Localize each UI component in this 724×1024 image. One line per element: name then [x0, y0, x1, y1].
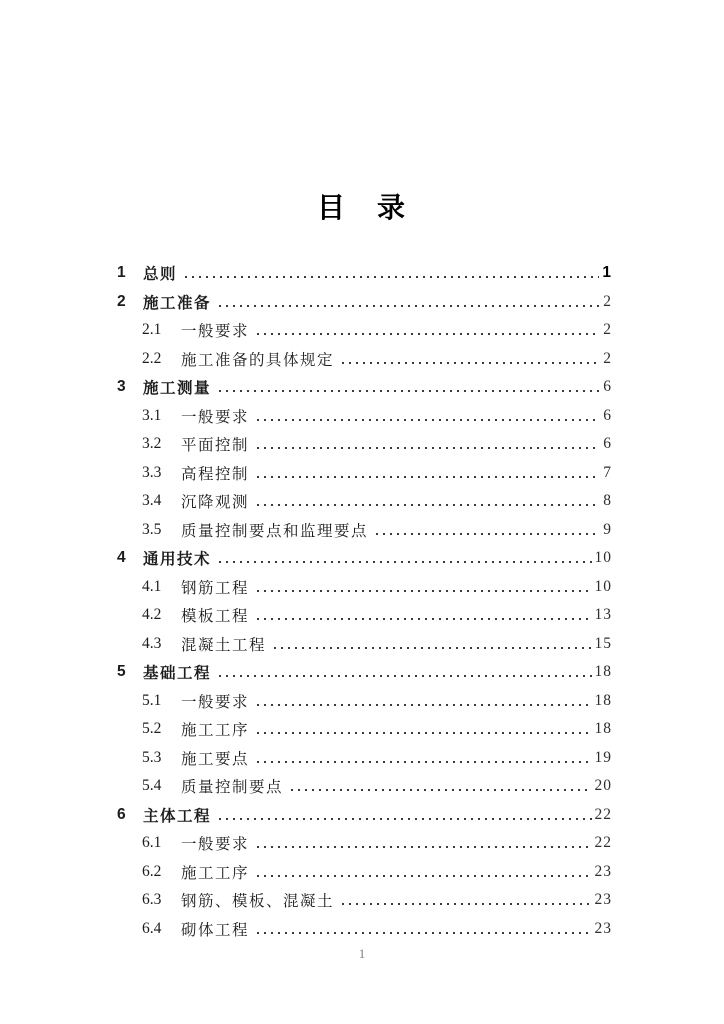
toc-entry	[117, 886, 612, 915]
toc-entry-label: 施工准备的具体规定	[181, 351, 335, 369]
dot-leader	[219, 818, 591, 820]
dot-leader	[219, 561, 591, 563]
dot-leader	[257, 704, 591, 706]
dot-leader	[257, 419, 600, 421]
page-number-footer: 1	[358, 946, 366, 961]
toc-entry-label: 砌体工程	[181, 921, 250, 939]
toc-entry	[117, 516, 612, 545]
dot-leader	[257, 846, 591, 848]
toc-entry-page: 20	[594, 777, 612, 795]
toc-entry-number: 5.2	[142, 720, 162, 738]
toc-entry-label: 质量控制要点和监理要点	[181, 522, 369, 540]
toc-entry-label: 主体工程	[143, 807, 212, 825]
toc-entry-number: 1	[117, 264, 126, 282]
toc-entry-page: 15	[594, 634, 612, 652]
toc-list	[117, 259, 612, 943]
dot-leader	[257, 504, 600, 506]
toc-entry-page: 19	[594, 748, 612, 766]
toc-entry-label: 钢筋工程	[181, 579, 250, 597]
toc-entry-label: 钢筋、模板、混凝土	[181, 893, 335, 911]
toc-entry-number: 3.4	[142, 492, 162, 510]
toc-entry	[117, 715, 612, 744]
dot-leader	[257, 447, 600, 449]
toc-entry	[117, 345, 612, 374]
toc-entry	[117, 487, 612, 516]
toc-entry-page: 6	[603, 406, 612, 424]
dot-leader	[274, 647, 591, 649]
dot-leader	[257, 932, 591, 934]
toc-entry-number: 6	[117, 805, 126, 823]
toc-entry-number: 2	[117, 292, 126, 310]
toc-entry-page: 23	[594, 891, 612, 909]
dot-leader	[376, 533, 600, 535]
toc-entry	[117, 459, 612, 488]
dot-leader	[185, 276, 599, 278]
toc-entry	[117, 915, 612, 944]
dot-leader	[257, 476, 600, 478]
toc-entry-number: 4	[117, 549, 126, 567]
toc-entry	[117, 259, 612, 288]
toc-entry-page: 6	[603, 435, 612, 453]
toc-entry	[117, 402, 612, 431]
toc-entry	[117, 630, 612, 659]
toc-entry-page: 7	[603, 463, 612, 481]
toc-entry	[117, 573, 612, 602]
toc-entry-page: 13	[594, 606, 612, 624]
toc-entry-page: 22	[594, 834, 612, 852]
toc-entry-number: 2.2	[142, 349, 162, 367]
toc-entry-label: 通用技术	[143, 551, 212, 569]
toc-entry	[117, 858, 612, 887]
toc-entry-page: 23	[594, 919, 612, 937]
toc-entry-label: 施工工序	[181, 864, 250, 882]
toc-entry-page: 10	[594, 577, 612, 595]
toc-entry-number: 4.2	[142, 606, 162, 624]
toc-entry-label: 施工工序	[181, 722, 250, 740]
toc-entry-label: 施工要点	[181, 750, 250, 768]
toc-entry	[117, 658, 612, 687]
toc-entry-number: 4.3	[142, 634, 162, 652]
toc-entry-page: 1	[602, 264, 612, 282]
toc-entry-page: 6	[603, 378, 612, 396]
toc-entry-number: 5.1	[142, 691, 162, 709]
dot-leader	[219, 675, 591, 677]
toc-entry-number: 3.2	[142, 435, 162, 453]
toc-entry	[117, 687, 612, 716]
toc-entry	[117, 316, 612, 345]
toc-entry-label: 施工测量	[143, 380, 212, 398]
toc-entry-page: 2	[603, 292, 612, 310]
dot-leader	[219, 390, 600, 392]
toc-entry-label: 平面控制	[181, 437, 250, 455]
toc-entry-number: 3.1	[142, 406, 162, 424]
toc-entry-label: 沉降观测	[181, 494, 250, 512]
toc-entry-page: 9	[603, 520, 612, 538]
toc-entry-number: 4.1	[142, 577, 162, 595]
toc-entry-number: 6.1	[142, 834, 162, 852]
toc-entry-page: 18	[594, 663, 612, 681]
dot-leader	[257, 333, 600, 335]
toc-entry-number: 6.2	[142, 862, 162, 880]
toc-entry-label: 一般要求	[181, 693, 250, 711]
toc-entry-number: 3.3	[142, 463, 162, 481]
toc-entry-page: 18	[594, 720, 612, 738]
toc-entry-page: 23	[594, 862, 612, 880]
toc-entry-label: 一般要求	[181, 323, 250, 341]
toc-entry-page: 18	[594, 691, 612, 709]
toc-entry-page: 22	[594, 805, 612, 823]
toc-entry	[117, 829, 612, 858]
toc-entry	[117, 801, 612, 830]
toc-entry-page: 8	[603, 492, 612, 510]
dot-leader	[342, 903, 591, 905]
toc-entry-page: 2	[603, 321, 612, 339]
toc-entry	[117, 772, 612, 801]
toc-entry-label: 一般要求	[181, 836, 250, 854]
toc-entry-number: 2.1	[142, 321, 162, 339]
toc-entry-number: 3	[117, 378, 126, 396]
toc-entry-page: 10	[594, 549, 612, 567]
toc-entry-number: 6.4	[142, 919, 162, 937]
dot-leader	[291, 789, 591, 791]
toc-entry-number: 5	[117, 663, 126, 681]
dot-leader	[257, 761, 591, 763]
dot-leader	[257, 618, 591, 620]
dot-leader	[219, 305, 600, 307]
toc-entry-page: 2	[603, 349, 612, 367]
toc-entry-label: 高程控制	[181, 465, 250, 483]
toc-entry-label: 一般要求	[181, 408, 250, 426]
toc-entry-number: 3.5	[142, 520, 162, 538]
toc-entry	[117, 744, 612, 773]
toc-entry-label: 基础工程	[143, 665, 212, 683]
toc-entry-label: 总则	[143, 266, 178, 284]
toc-title: 目 录	[316, 193, 407, 224]
toc-entry-label: 施工准备	[143, 294, 212, 312]
dot-leader	[342, 362, 600, 364]
toc-entry	[117, 288, 612, 317]
dot-leader	[257, 590, 591, 592]
dot-leader	[257, 875, 591, 877]
toc-entry-number: 5.3	[142, 748, 162, 766]
toc-entry	[117, 430, 612, 459]
toc-entry	[117, 373, 612, 402]
toc-entry-label: 模板工程	[181, 608, 250, 626]
toc-entry-label: 混凝土工程	[181, 636, 267, 654]
toc-entry-number: 5.4	[142, 777, 162, 795]
toc-entry	[117, 544, 612, 573]
dot-leader	[257, 732, 591, 734]
toc-entry	[117, 601, 612, 630]
toc-entry-number: 6.3	[142, 891, 162, 909]
toc-entry-label: 质量控制要点	[181, 779, 284, 797]
